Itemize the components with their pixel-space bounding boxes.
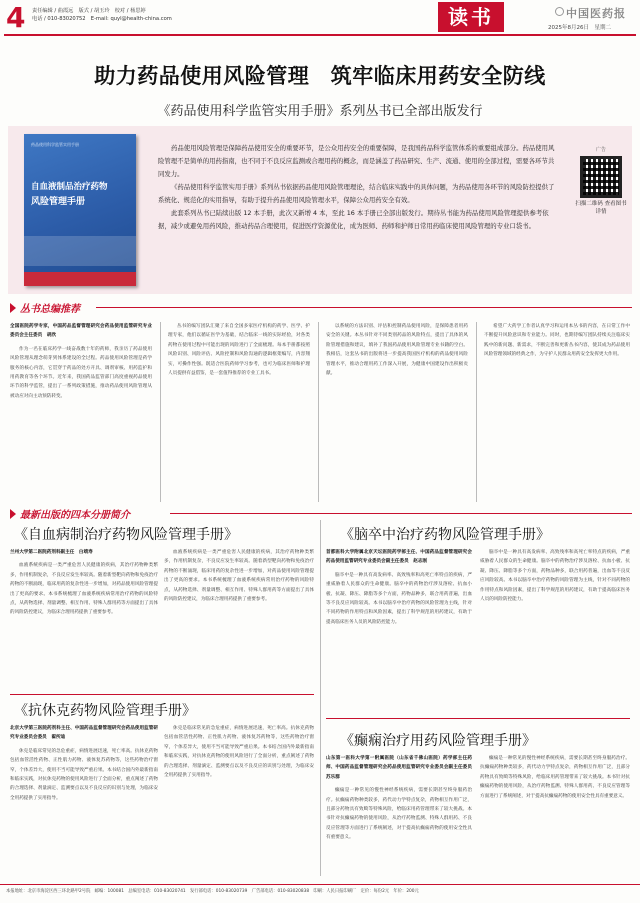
section-header-experts: 丛书总编推荐 — [10, 300, 80, 314]
lead-paragraph: 《药品使用科学监管实用手册》系列丛书依据药品使用风险管理理论，结合临床实践中的具体问题，为药品使用各环节的风险防控提供了系统化、规范化的实用指导，有助于提升药品使用风险管理水平，保障公众用药安全有效。 — [158, 183, 555, 204]
qr-block — [574, 146, 628, 216]
review-text: 癫痫是一种常见的慢性神经系统疾病，需要长期甚至终身服药治疗。抗癫痫药物种类较多，药代动力学特点复杂，药物相互作用广泛，且部分药物具有致畸等特殊风险，给临床用药管理带来了较大挑战。本书针对抗癫痫药物的使用风险，从治疗药物监测、特殊人群用药、不良反应管理等方面进行了系统阐述，对于提高抗癫痫药物的使用安全性具有重要意义。 — [326, 788, 472, 841]
editor-line: 责任编辑 / 曲霞远 版式 / 胡玉玲 校对 / 杨思婷 — [32, 8, 146, 14]
book-review-2-col-a — [326, 548, 472, 714]
book-review-3-col-a — [10, 724, 158, 876]
section-marker-icon — [10, 303, 16, 313]
review-text: 休克是临床常见的急危重症，病情进展迅速，死亡率高。抗休克药物包括血管活性药物、正性肌力药物、液体复苏药物等，这些药物治疗窗窄，个体差异大，使用不当可能导致严重后果。本书结合国内外最新指南和临床实践，对抗休克药物的使用风险进行了全面分析，重点阐述了药物的合理选择、剂量滴定、监测要点以及不良反应的识别与处理，为临床安全用药提供了实用指导。 — [10, 748, 158, 801]
cover-series: 药品使用科学监管实用手册 — [31, 142, 79, 147]
cover-title-line1: 自血液制品治疗药物 — [31, 182, 108, 192]
paper-seal-icon — [555, 7, 564, 16]
cover-decoration — [24, 236, 136, 266]
review-text: 血液系统疾病是一类严重危害人民健康的疾病，其治疗药物种类繁多，作用机制复杂，不良反应发生率较高。随着新型靶向药物和免疫治疗药物的不断涌现，临床用药的复杂性进一步增加，对药品使用风险管理提出了更高的要求。本书系统梳理了血液系统疾病常用治疗药物的风险特点，从药物选择、剂量调整、相互作用、特殊人群用药等方面提出了具体的风险防控建议，为临床合理用药提供了重要参考。 — [164, 550, 314, 603]
book-review-4-col-b — [480, 754, 630, 876]
cover-decoration — [24, 272, 136, 286]
column-rule — [160, 322, 161, 502]
section-badge: 读书 — [438, 2, 504, 32]
expert-column-2 — [168, 322, 310, 502]
section-rule — [170, 513, 632, 514]
section-marker-icon — [10, 509, 16, 519]
page-number: 4 — [6, 1, 26, 34]
lead-text — [158, 142, 558, 233]
reviewer-byline: 山东第一医科大学第一附属医院（山东省千佛山医院）药学部主任药师、中国药品监督管理研究会药品使用监管研究专业委员会副主任委员 苏乐群 — [326, 756, 477, 780]
book-title-epilepsy: 《癫痫治疗用药风险管理手册》 — [340, 733, 536, 749]
ad-label: 广告 — [595, 147, 606, 153]
review-text: 癫痫是一种常见的慢性神经系统疾病，需要长期甚至终身服药治疗。抗癫痫药物种类较多，药代动力学特点复杂，药物相互作用广泛，且部分药物具有致畸等特殊风险，给临床用药管理带来了较大挑战。本书针对抗癫痫药物的使用风险，从治疗药物监测、特殊人群用药、不良反应管理等方面进行了系统阐述，对于提高抗癫痫药物的使用安全性具有重要意义。 — [480, 756, 630, 799]
column-text: 作为一名在临床药学一线奋战数十年的药师，我亲历了药品使用风险管理从理念萌芽到体系建设的全过程。药品使用风险管理是药学服务的核心内容，它贯穿于药品的处方开具、调剂审核、用药监护和用药教育等各个环节。近年来，我国药品监管部门高度重视药品使用环节的科学监管，提出了一系列政策措施，推动药品使用风险管理从被动应对向主动预防转变。 — [10, 346, 152, 399]
book-review-1-col-a — [10, 548, 158, 690]
book-cover-image — [24, 134, 136, 286]
reviewer-byline: 北京大学第三医院药剂科主任、中国药品监督管理研究会药品使用监管研究专业委员会委员 翟所迪 — [10, 726, 158, 741]
expert-column-4 — [484, 322, 630, 502]
qr-code-icon[interactable] — [580, 156, 622, 198]
contact-line: 电话 / 010-83020752 E-mail: quyl@health-china.com — [32, 16, 172, 22]
book-review-1-col-b — [164, 548, 314, 690]
book-review-4-col-a — [326, 754, 477, 876]
column-text: 希望广大药学工作者认真学习和运用本丛书的内容，在日常工作中不断提升风险意识和专业能力。同时，也期待编写团队持续关注临床实践中的新问题、新需求，不断完善和更新丛书内容，使其成为药品使用风险管理领域的经典之作，为守护人民群众用药安全发挥更大作用。 — [484, 324, 630, 358]
book-title-stroke: 《脑卒中治疗药物风险管理手册》 — [340, 527, 550, 543]
masthead-rule — [4, 34, 636, 36]
section-header-books: 最新出版的四本分册简介 — [10, 506, 130, 520]
box-rule — [326, 718, 630, 719]
book-review-2-col-b — [480, 548, 630, 714]
paper-name: 中国医药报 — [566, 7, 626, 20]
expert-column-1 — [10, 322, 152, 502]
column-rule — [476, 322, 477, 502]
review-text: 脑卒中是一种具有高发病率、高致残率和高死亡率特点的疾病，严重威胁着人民群众的生命健康。脑卒中的药物治疗涉及溶栓、抗血小板、抗凝、降压、降脂等多个方面，药物品种多，联合用药普遍，出血等不良反应风险较高。本书以脑卒中治疗药物的风险管理为主线，针对不同药物的作用特点和风险因素，提出了科学规范的用药建议，有助于提高临床医务人员的风险防控能力。 — [326, 572, 472, 625]
column-rule — [318, 322, 319, 502]
reviewer-byline: 兰州大学第二医院药剂科副主任 白靖寿 — [10, 550, 93, 555]
book-title-leukemia: 《自血病制治疗药物风险管理手册》 — [14, 527, 238, 543]
book-review-3-col-b — [164, 724, 314, 876]
reviewer-byline: 首都医科大学附属北京天坛医院药学部主任、中国药品监督管理研究会药品使用监管研究专业委员会副主任委员 赵志刚 — [326, 550, 472, 565]
lead-paragraph: 此套系列丛书已陆续出版 12 本手册，此次又新增 4 本，至此 16 本手册已全部出版发行。期待丛书能为药品使用风险管理提供参考依据，减少或避免用药风险，推动药品合理使用，促进医疗资源优化，成为医师、药师和护师日常用药临床使用风险管理的专业口袋书。 — [158, 209, 549, 230]
cover-title-line2: 风险管理手册 — [31, 197, 86, 207]
editor-info — [32, 7, 172, 23]
review-text: 脑卒中是一种具有高发病率、高致残率和高死亡率特点的疾病，严重威胁着人民群众的生命健康。脑卒中的药物治疗涉及溶栓、抗血小板、抗凝、降压、降脂等多个方面，药物品种多，联合用药普遍，出血等不良反应风险较高。本书以脑卒中治疗药物的风险管理为主线，针对不同药物的作用特点和风险因素，提出了科学规范的用药建议，有助于提高临床医务人员的风险防控能力。 — [480, 550, 630, 603]
headline: 助力药品使用风险管理 筑牢临床用药安全防线 — [94, 64, 546, 88]
masthead — [0, 0, 640, 40]
review-text: 休克是临床常见的急危重症，病情进展迅速，死亡率高。抗休克药物包括血管活性药物、正性肌力药物、液体复苏药物等，这些药物治疗窗窄，个体差异大，使用不当可能导致严重后果。本书结合国内外最新指南和临床实践，对抗休克药物的使用风险进行了全面分析，重点阐述了药物的合理选择、剂量滴定、监测要点以及不良反应的识别与处理，为临床安全用药提供了实用指导。 — [164, 726, 314, 779]
box-rule — [10, 694, 314, 695]
column-text: 丛书的编写团队汇聚了来自全国多家医疗机构的药学、医学、护理专家，他们以循证医学为基础，结合临床一线的实际经验，对各类药物在使用过程中可能出现的风险进行了全面梳理。每本手册都按照风险识别、风险评估、风险控制和风险沟通的逻辑框架编写，内容翔实，可操作性强。既适合医院药师学习参考，也可为临床医师和护理人员提供有益借鉴，是一套值得推荐的专业工具书。 — [168, 324, 310, 377]
expert-column-3 — [326, 322, 468, 502]
expert-byline: 全国医院药学专家，中国药品监督管理研究会药品使用监管研究专业委员会主任委员 胡欣 — [10, 324, 152, 339]
issue-date: 2025年8月26日 星期二 — [548, 25, 611, 31]
column-text: 以系统的方法识别、评估和控制药品使用风险，是保障患者用药安全的关键。本丛书针对不同类别药品的风险特点，提出了具体的风险管理措施和建议，填补了我国药品使用风险管理专业书籍的空白。我相信，这套丛书的出版将进一步提高我国医疗机构的药品使用风险管理水平，推动合理用药工作深入开展，为健康中国建设作出积极贡献。 — [326, 324, 468, 377]
book-title-shock: 《抗休克药物风险管理手册》 — [14, 703, 196, 719]
subheadline: 《药品使用科学监管实用手册》系列丛书已全部出版发行 — [157, 104, 483, 119]
section-rule — [96, 307, 632, 308]
footer-imprint: 本报地址：北京市海淀区西三环北路甲2号院 邮编：100081 总编室电话：010-83020741 发行部电话：010-83020739 广告部电话：010-83020838 印刷：人民日报印刷厂 定价：每份2元 年价：200元 — [0, 884, 640, 903]
center-rule — [320, 520, 321, 876]
lead-box — [8, 126, 632, 294]
review-text: 血液系统疾病是一类严重危害人民健康的疾病，其治疗药物种类繁多，作用机制复杂，不良反应发生率较高。随着新型靶向药物和免疫治疗药物的不断涌现，临床用药的复杂性进一步增加，对药品使用风险管理提出了更高的要求。本书系统梳理了血液系统疾病常用治疗药物的风险特点，从药物选择、剂量调整、相互作用、特殊人群用药等方面提出了具体的风险防控建议，为临床合理用药提供了重要参考。 — [10, 563, 158, 616]
qr-caption: 扫描二维码 查看图书详情 — [575, 201, 627, 215]
lead-paragraph: 药品使用风险管理是保障药品使用安全的重要环节，是公众用药安全的重要保障，是我国药品科学监管体系的重要组成部分。药品使用风险管理不是简单的用药指南，也不同于不良反应监测或合理用药的概念，而是涵盖了药品研究、生产、流通、使用的全部过程，需要各环节共同发力。 — [158, 144, 555, 178]
